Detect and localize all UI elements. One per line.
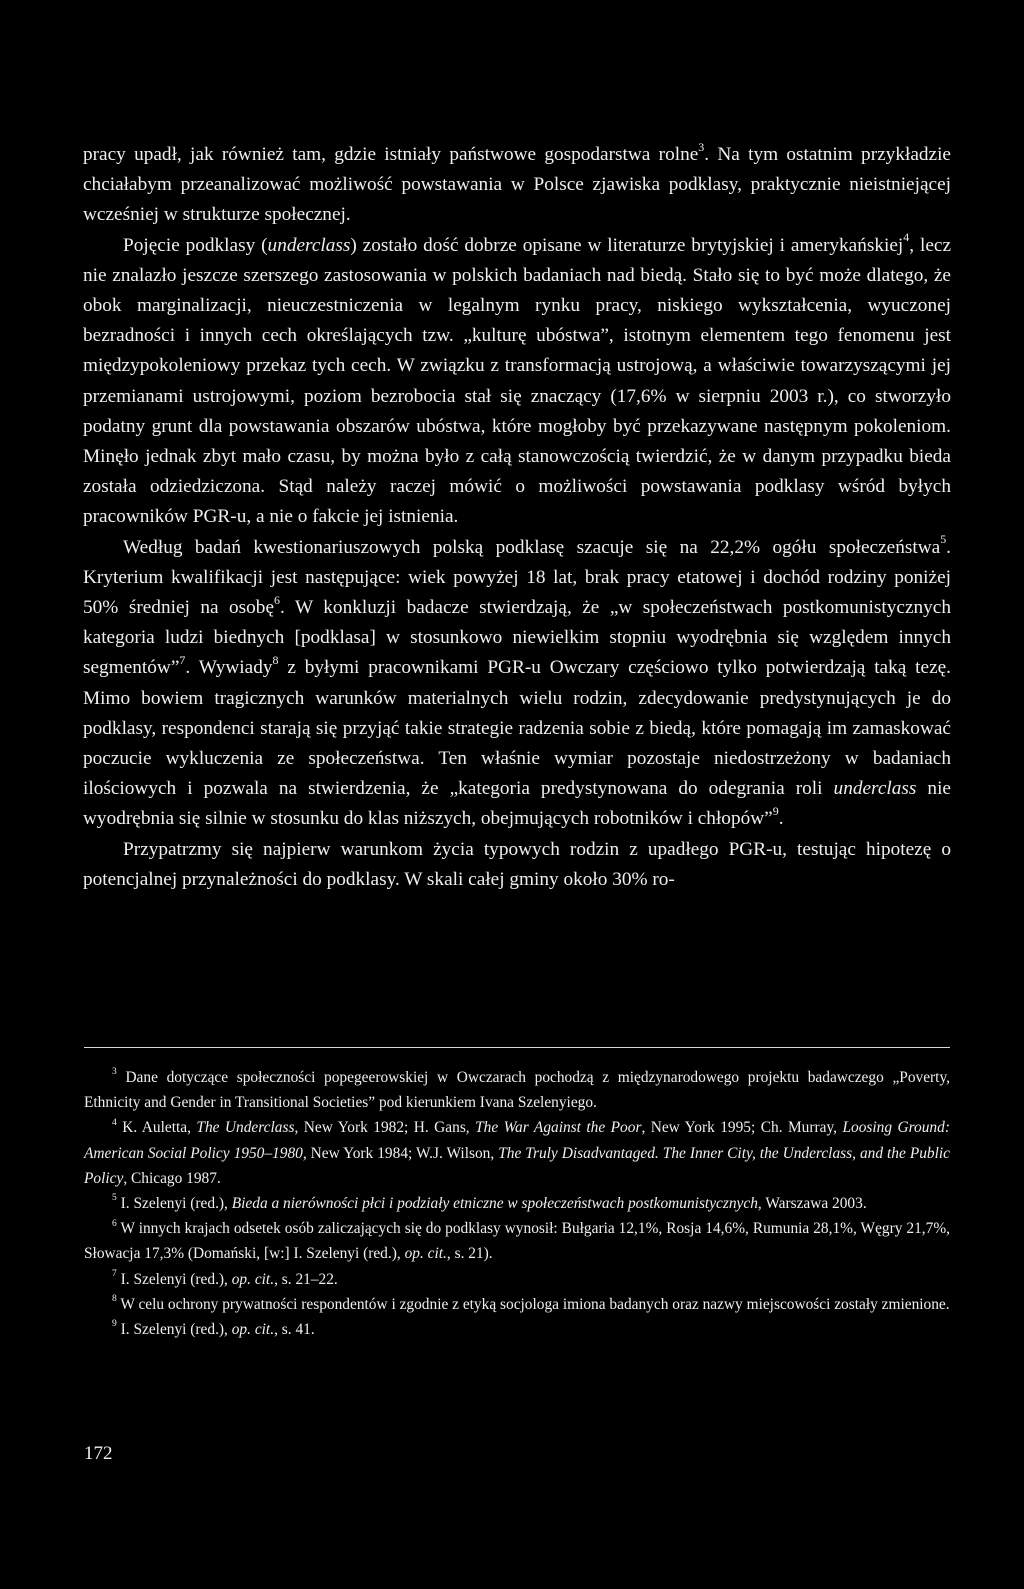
text-run: , s. 41. xyxy=(274,1321,315,1339)
text-run: , New York 1982; H. Gans, xyxy=(294,1119,476,1137)
paragraph xyxy=(83,835,951,895)
footnote-reference: 5 xyxy=(940,532,947,547)
footnote xyxy=(84,1292,950,1317)
text-run: Przypatrzmy się najpierw warunkom życia typowych rodzin z upadłego PGR-u, testując hipotezę o potencjalnej przynależności do podklasy. W skali całej gminy około 30% ro- xyxy=(83,838,951,890)
footnote xyxy=(84,1115,950,1191)
text-run: I. Szelenyi (red.), xyxy=(120,1270,232,1288)
text-run: , Chicago 1987. xyxy=(123,1169,221,1187)
main-text xyxy=(83,140,951,895)
text-run: W innych krajach odsetek osób zaliczających się do podklasy wynosił: Bułgaria 12,1%, Rosja 14,6%, Rumunia 28,1%, Węgry 21,7%, Słowacja 17,3% (Domański, [w:] I. Szelenyi (red.), xyxy=(84,1220,950,1263)
footnote-reference: 9 xyxy=(772,804,779,819)
page-number: 172 xyxy=(84,1443,113,1464)
footnote xyxy=(84,1267,950,1292)
footnote-reference: 3 xyxy=(698,139,705,154)
text-run: nie wyodrębnia się silnie w stosunku do klas niższych, obejmujących robotników i chłopów” xyxy=(83,778,951,830)
footnote-number: 4 xyxy=(112,1116,117,1128)
text-run: . Kryterium kwalifikacji jest następujące: wiek powyżej 18 lat, brak pracy etatowej i dochód rodziny poniżej 50% średniej na osobę xyxy=(83,536,951,619)
italic-text: op. cit. xyxy=(231,1321,275,1339)
text-run: . Na tym ostatnim przykładzie chciałabym przeanalizować możliwość powstawania w Polsce zjawiska podklasy, praktycznie nieistniejącej wcześniej w strukturze społecznej. xyxy=(83,144,951,226)
footnote-number: 8 xyxy=(112,1293,117,1305)
footnote-reference: 8 xyxy=(272,653,279,668)
text-run: . W konkluzji badacze stwierdzają, że „w społeczeństwach postkomunistycznych kategoria ludzi biednych [podklasa] w stosunkowo niewielkim stopniu wyodrębnia się względem innych segmentów” xyxy=(83,597,951,679)
text-run: Według badań kwestionariuszowych polską podklasę szacuje się na 22,2% ogółu społeczeństwa xyxy=(123,536,941,558)
footnote xyxy=(84,1317,950,1342)
paragraph xyxy=(83,140,951,231)
footnote-number: 6 xyxy=(112,1217,117,1229)
text-run: , New York 1984; W.J. Wilson, xyxy=(302,1144,499,1162)
text-run: , Warszawa 2003. xyxy=(757,1195,867,1213)
footnote-number: 9 xyxy=(112,1318,117,1330)
footnote-reference: 7 xyxy=(179,653,186,668)
italic-text: underclass xyxy=(833,778,917,800)
text-run: ) zostało dość dobrze opisane w literaturze brytyjskiej i amerykańskiej xyxy=(350,234,904,256)
italic-text: underclass xyxy=(267,234,351,256)
text-run: , s. 21). xyxy=(446,1245,493,1263)
footnote-reference: 4 xyxy=(903,230,910,245)
text-run: . xyxy=(778,808,784,830)
italic-text: The War Against the Poor xyxy=(475,1119,642,1137)
footnote-number: 7 xyxy=(112,1268,117,1280)
text-run: W celu ochrony prywatności respondentów i zgodnie z etyką socjologa imiona badanych oraz nazwy miejscowości zostały zmienione. xyxy=(120,1295,950,1313)
text-run: z byłymi pracownikami PGR-u Owczary częściowo tylko potwierdzają taką tezę. Mimo bowiem tragicznych warunków materialnych wielu rodzin, zdecydowanie predystynujących je do podklasy, respondenci starają się przyjąć takie strategie radzenia sobie z biedą, które pomagają im zamaskować poczucie wykluczenia ze społeczeństwa. Ten właśnie wymiar pozostaje niedostrzeżony w badaniach ilościowych i pozwala na stwierdzenia, że „kategoria predystynowana do odegrania roli xyxy=(83,657,952,800)
footnote xyxy=(84,1191,950,1216)
italic-text: op. cit. xyxy=(404,1245,447,1263)
footnote-number: 3 xyxy=(112,1066,117,1078)
footnote xyxy=(84,1216,950,1266)
italic-text: The Truly Disadvantaged. The Inner City, the Underclass, and the Public Policy xyxy=(84,1144,951,1187)
paragraph xyxy=(83,231,951,533)
italic-text: op. cit. xyxy=(231,1270,275,1288)
footnotes xyxy=(84,1065,950,1342)
footnote-separator xyxy=(84,1047,950,1048)
text-run: pracy upadł, jak również tam, gdzie istniały państwowe gospodarstwa rolne xyxy=(83,144,699,165)
italic-text: Bieda a nierówności płci i podziały etniczne w społeczeństwach postkomunistycznych xyxy=(231,1195,758,1213)
text-run: Dane dotyczące społeczności popegeerowskiej w Owczarach pochodzą z międzynarodowego projektu badawczego „Poverty, Ethnicity and Gender in Transitional Societies” pod kierunkiem Ivana Szelenyiego. xyxy=(84,1069,950,1112)
footnote-reference: 6 xyxy=(274,592,280,607)
text-run: . Wywiady xyxy=(185,657,273,679)
paragraph xyxy=(83,533,951,835)
italic-text: Loosing Ground: American Social Policy 1950–1980 xyxy=(84,1119,950,1162)
text-run: , lecz nie znalazło jeszcze szerszego zastosowania w polskich badaniach nad biedą. Stało się to być może dlatego, że obok marginalizacji, nieuczestniczenia w legalnym rynku pracy, niskiego wykształcenia, wyuczonej bezradności i innych cech określających tzw. „kulturę ubóstwa”, istotnym elementem tego fenomenu jest międzypokoleniowy przekaz tych cech. W związku z transformacją ustrojową, a właściwie towarzyszącymi jej przemianami ustrojowymi, poziom bezrobocia stał się znaczący (17,6% w sierpniu 2003 r.), co stworzyło podatny grunt dla powstawania obszarów ubóstwa, które mogłoby być przekazywane następnym pokoleniom. Minęło jednak zbyt mało czasu, by można było z całą stanowczością twierdzić, że w danym przypadku bieda została odziedziczona. Stąd należy raczej mówić o możliwości powstawania podklasy wśród byłych pracowników PGR-u, a nie o fakcie jej istnienia. xyxy=(83,234,952,528)
text-run: I. Szelenyi (red.), xyxy=(120,1195,232,1213)
footnote-number: 5 xyxy=(112,1192,117,1204)
text-run: I. Szelenyi (red.), xyxy=(120,1321,232,1339)
text-run: Pojęcie podklasy ( xyxy=(123,234,268,256)
text-run: , s. 21–22. xyxy=(274,1270,338,1288)
italic-text: The Underclass xyxy=(196,1119,295,1137)
text-run: , New York 1995; Ch. Murray, xyxy=(641,1119,843,1137)
footnote xyxy=(84,1065,950,1115)
text-run: K. Auletta, xyxy=(122,1119,197,1137)
